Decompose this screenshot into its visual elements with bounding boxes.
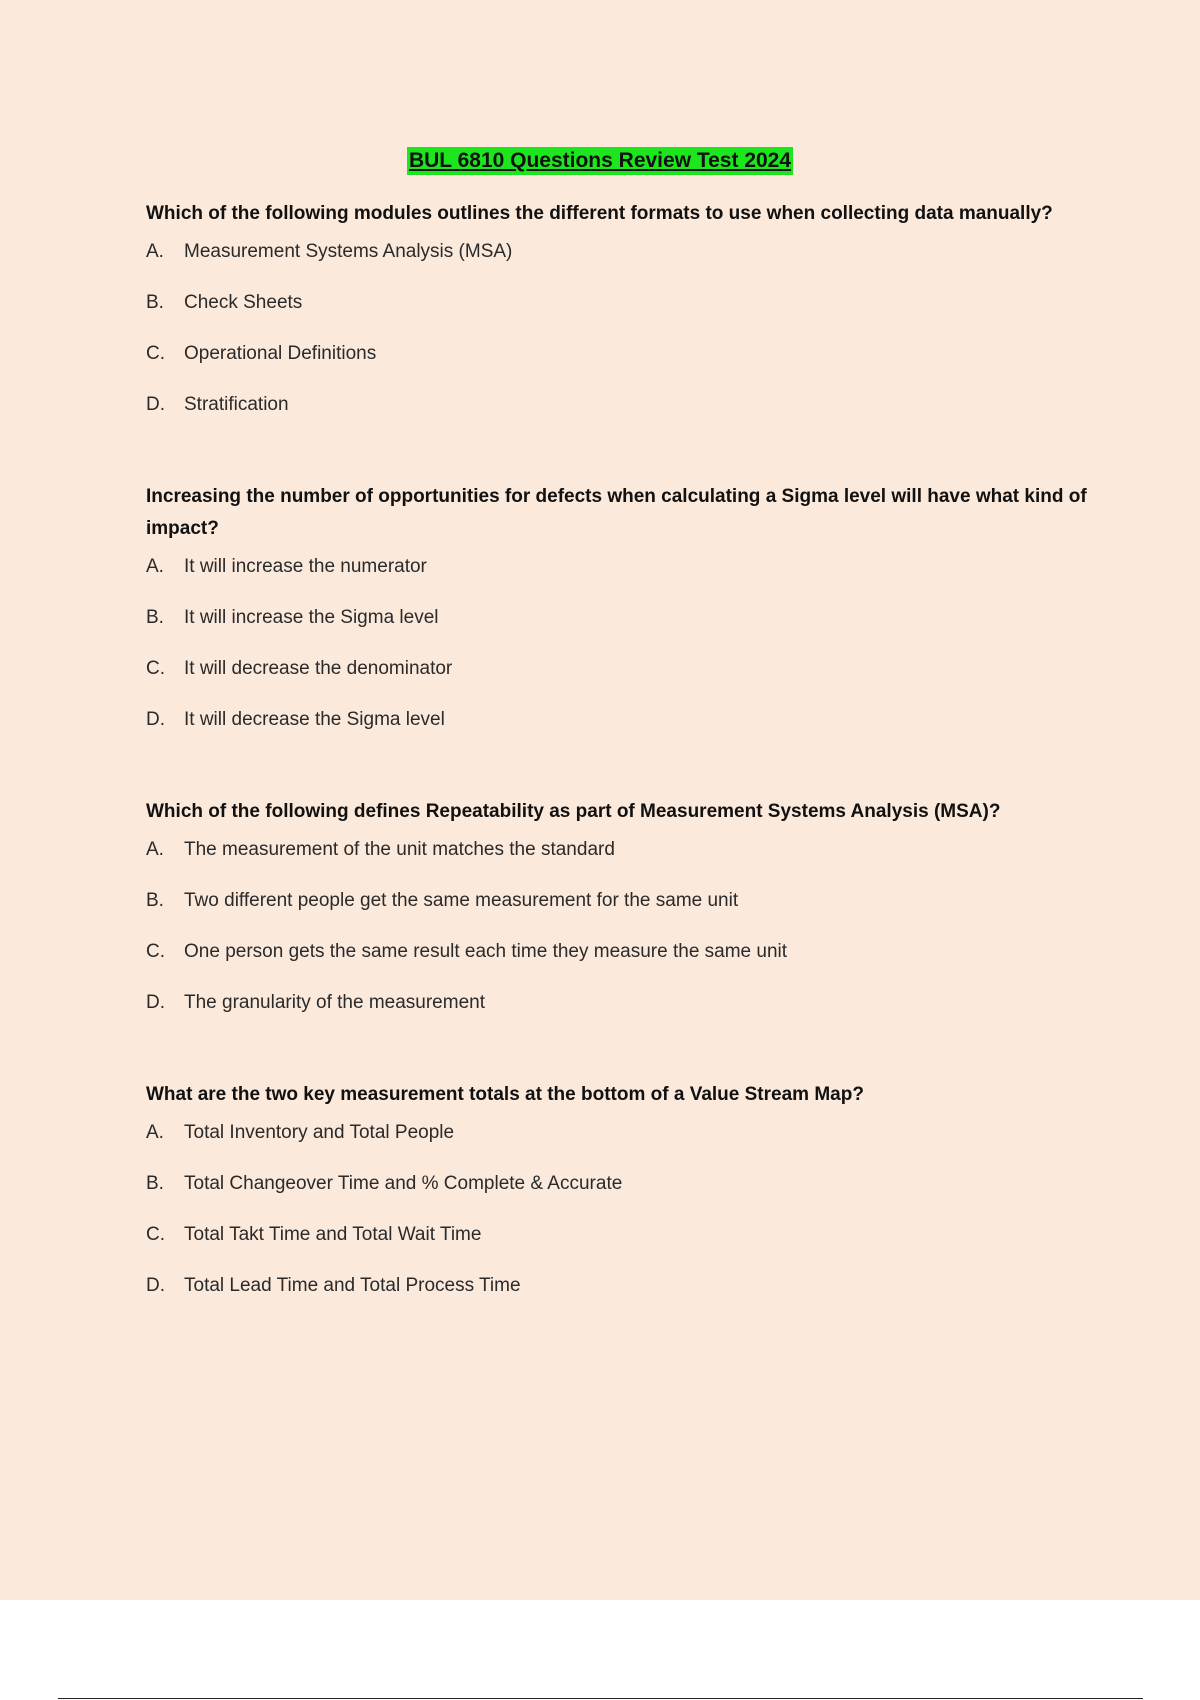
- option-letter: D.: [146, 394, 165, 415]
- question-text: Which of the following defines Repeatability as part of Measurement Systems Analysis (MSA)?: [146, 801, 1001, 822]
- option-letter: C.: [146, 343, 165, 364]
- question-2: [146, 481, 1096, 759]
- option-letter: B.: [146, 292, 164, 313]
- question-text: What are the two key measurement totals at the bottom of a Value Stream Map?: [146, 1084, 864, 1105]
- option-text: One person gets the same result each time they measure the same unit: [184, 941, 788, 962]
- option-c: [146, 342, 1096, 393]
- option-text: The measurement of the unit matches the standard: [184, 839, 615, 860]
- option-text: It will increase the numerator: [184, 556, 427, 577]
- option-text: It will increase the Sigma level: [184, 607, 439, 628]
- option-d: [146, 1274, 1096, 1325]
- option-a: [146, 240, 1096, 291]
- option-d: [146, 708, 1096, 759]
- option-text: Total Takt Time and Total Wait Time: [184, 1224, 482, 1245]
- option-a: [146, 838, 1096, 889]
- option-text: Total Lead Time and Total Process Time: [184, 1275, 521, 1296]
- option-text: Total Changeover Time and % Complete & Accurate: [184, 1173, 623, 1194]
- option-letter: C.: [146, 941, 165, 962]
- option-letter: D.: [146, 709, 165, 730]
- option-text: It will decrease the Sigma level: [184, 709, 445, 730]
- option-letter: A.: [146, 839, 164, 860]
- question-3: [146, 796, 1096, 1042]
- option-d: [146, 991, 1096, 1042]
- option-letter: B.: [146, 607, 164, 628]
- question-spacer: [146, 444, 1096, 481]
- option-letter: A.: [146, 556, 164, 577]
- question-text: Which of the following modules outlines the different formats to use when collecting data manually?: [146, 203, 1053, 224]
- question-spacer: [146, 759, 1096, 796]
- document-title: BUL 6810 Questions Review Test 2024: [407, 147, 793, 175]
- option-d: [146, 393, 1096, 444]
- question-text: Increasing the number of opportunities for defects when calculating a Sigma level will have what kind of impact?: [146, 486, 1087, 539]
- option-b: [146, 291, 1096, 342]
- option-b: [146, 1172, 1096, 1223]
- option-letter: D.: [146, 992, 165, 1013]
- option-text: Check Sheets: [184, 292, 303, 313]
- footer-divider: [58, 1698, 1143, 1699]
- option-c: [146, 1223, 1096, 1274]
- option-c: [146, 940, 1096, 991]
- option-letter: A.: [146, 241, 164, 262]
- option-c: [146, 657, 1096, 708]
- option-text: Stratification: [184, 394, 289, 415]
- option-text: The granularity of the measurement: [184, 992, 485, 1013]
- option-letter: A.: [146, 1122, 164, 1143]
- option-letter: B.: [146, 890, 164, 911]
- option-text: It will decrease the denominator: [184, 658, 453, 679]
- option-a: [146, 1121, 1096, 1172]
- question-1: [146, 198, 1096, 444]
- option-b: [146, 606, 1096, 657]
- option-text: Operational Definitions: [184, 343, 377, 364]
- title-row: [0, 147, 1200, 175]
- option-a: [146, 555, 1096, 606]
- option-letter: C.: [146, 658, 165, 679]
- option-text: Two different people get the same measurement for the same unit: [184, 890, 739, 911]
- question-spacer: [146, 1042, 1096, 1079]
- option-text: Total Inventory and Total People: [184, 1122, 455, 1143]
- option-b: [146, 889, 1096, 940]
- question-list: [146, 198, 1096, 1325]
- option-letter: C.: [146, 1224, 165, 1245]
- option-letter: D.: [146, 1275, 165, 1296]
- option-text: Measurement Systems Analysis (MSA): [184, 241, 513, 262]
- question-4: [146, 1079, 1096, 1325]
- option-letter: B.: [146, 1173, 164, 1194]
